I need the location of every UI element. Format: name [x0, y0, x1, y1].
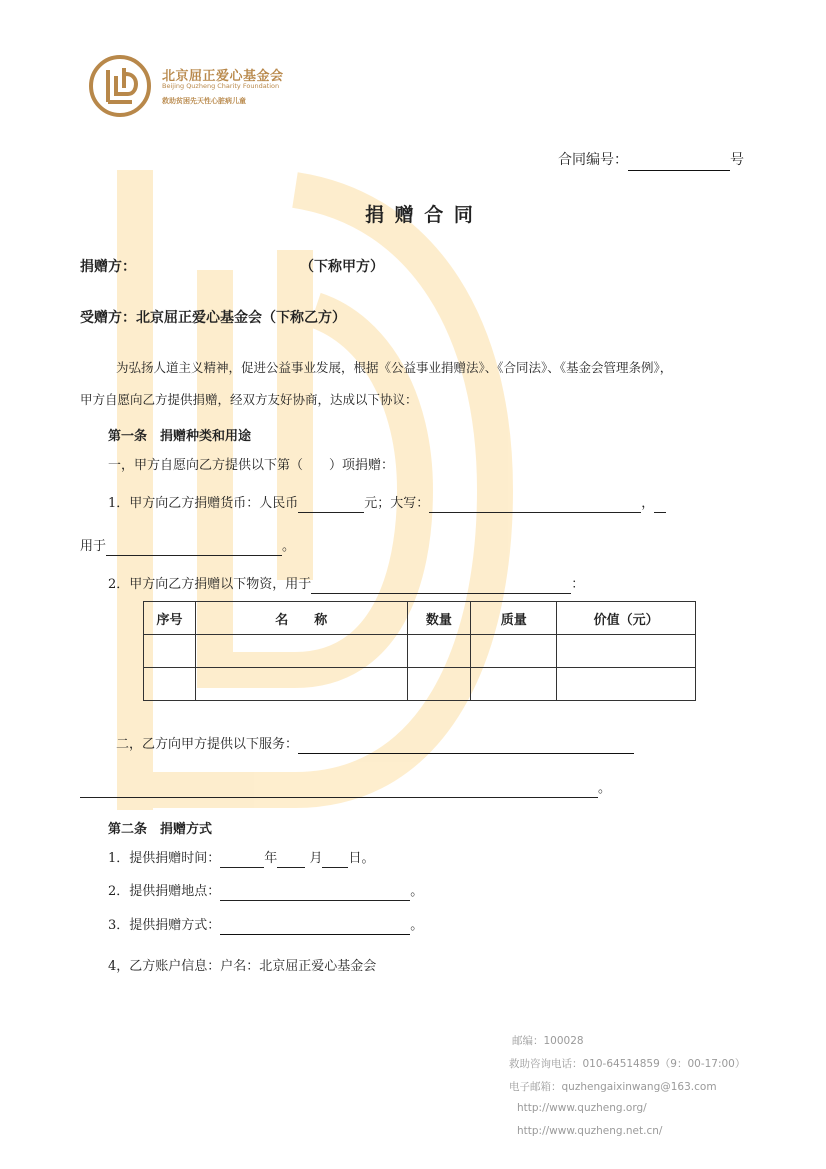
table-header-row [144, 602, 696, 635]
footer-postcode: 邮编：100028 [512, 1035, 584, 1047]
contract-number-label: 合同编号： [558, 152, 628, 168]
contract-number-blank [628, 155, 730, 171]
table-cell [471, 668, 557, 701]
contract-number [558, 151, 744, 171]
footer-phone: 救助咨询电话：010-64514859（9：00-17:00） [509, 1058, 746, 1070]
foundation-name-cn: 北京屈正爱心基金会 [162, 69, 284, 84]
article-1-heading: 第一条 捐赠种类和用途 [108, 429, 252, 444]
money-donation-line: 1．甲方向乙方捐赠货币：人民币 元；大写： ， [108, 495, 666, 513]
donor-label: 捐赠方： [80, 259, 136, 275]
money-amount-blank [298, 498, 364, 513]
table-cell [407, 635, 471, 668]
service-blank-2 [80, 783, 598, 798]
money-use-blank [106, 541, 282, 556]
table-row [144, 635, 696, 668]
money-capital-blank [429, 498, 641, 513]
footer-website-1[interactable]: http://www.quzheng.org/ [517, 1102, 647, 1114]
service-blank [298, 739, 634, 754]
article-1-item-one: 一，甲方自愿向乙方提供以下第（ ）项捐赠： [108, 458, 395, 473]
account-info-line: 4，乙方账户信息：户名：北京屈正爱心基金会 [108, 959, 377, 974]
table-cell [557, 635, 696, 668]
goods-donation-line: 2．甲方向乙方捐赠以下物资，用于 ： [108, 576, 584, 594]
foundation-logo-icon [88, 54, 152, 118]
day-blank [322, 853, 348, 868]
intro-line-2: 甲方自愿向乙方提供捐赠，经双方友好协商，达成以下协议： [80, 392, 418, 407]
footer-website-2[interactable]: http://www.quzheng.net.cn/ [517, 1125, 663, 1137]
table-cell [557, 668, 696, 701]
method-blank [220, 920, 410, 935]
column-header: 序号 [144, 602, 196, 635]
article-2-heading: 第二条 捐赠方式 [108, 822, 213, 837]
footer-email: 电子邮箱：quzhengaixinwang@163.com [509, 1081, 717, 1093]
money-use-line: 用于 。 [80, 538, 295, 556]
table-cell [195, 635, 407, 668]
column-header: 名 称 [195, 602, 407, 635]
donation-time-line: 1．提供捐赠时间： 年 月 日。 [108, 850, 374, 868]
foundation-name-en: Beijing Quzheng Charity Foundation [162, 82, 280, 90]
table-cell [195, 668, 407, 701]
table-cell [407, 668, 471, 701]
column-header: 数量 [407, 602, 471, 635]
table-row [144, 668, 696, 701]
year-blank [220, 853, 264, 868]
watermark-logo [95, 150, 515, 830]
month-blank [277, 853, 305, 868]
column-header: 质量 [471, 602, 557, 635]
place-blank [220, 886, 410, 901]
table-cell [144, 635, 196, 668]
intro-line-1: 为弘扬人道主义精神，促进公益事业发展，根据《公益事业捐赠法》、《合同法》、《基金会管理条例》， [116, 360, 673, 375]
page-title: 捐 赠 合 同 [365, 204, 475, 226]
donor-suffix: （下称甲方） [300, 259, 384, 275]
recipient-line: 受赠方：北京屈正爱心基金会（下称乙方） [80, 310, 346, 326]
contract-number-suffix: 号 [730, 152, 744, 168]
foundation-slogan: 救助贫困先天性心脏病儿童 [162, 97, 246, 105]
table-cell [471, 635, 557, 668]
service-continuation-line: 。 [80, 780, 611, 798]
goods-use-blank [311, 579, 571, 594]
donation-method-line: 3．提供捐赠方式： 。 [108, 917, 423, 935]
column-header: 价值（元） [557, 602, 696, 635]
donation-place-line: 2．提供捐赠地点： 。 [108, 883, 423, 901]
donation-items-table [143, 601, 696, 701]
table-cell [144, 668, 196, 701]
service-line: 二，乙方向甲方提供以下服务： [116, 736, 634, 754]
